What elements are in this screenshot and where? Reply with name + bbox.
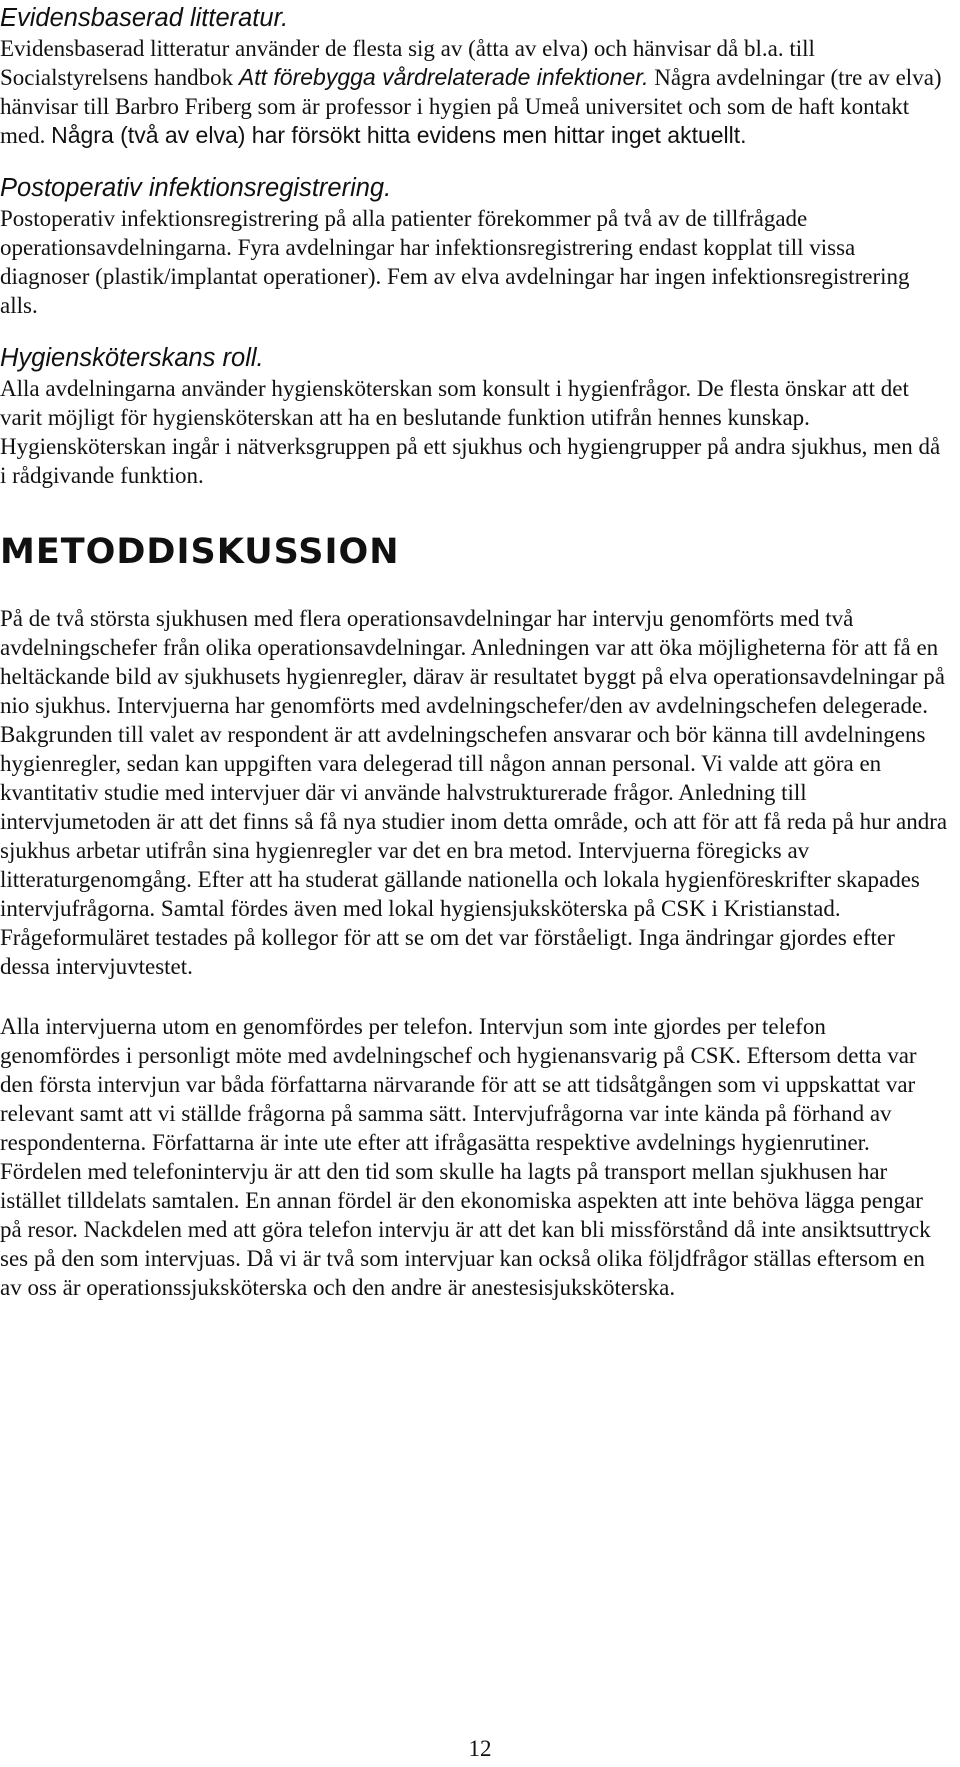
paragraph: På de två största sjukhusen med flera operationsavdelningar har intervju genomförts med två avdelningschefer från olika operationsavdelningar. Anledningen var att öka möjligheterna för att få en heltäckande bild av sjukhusets hygienregler, därav är resultatet byggt på elva operationsavdelningar på nio sjukhus. Intervjuerna har genomförts med avdelningschefer/den av avdelningschefen delegerade. Bakgrunden till valet av respondent är att avdelningschefen ansvarar och bör känna till avdelningens hygienregler, sedan kan uppgiften vara delegerad till någon annan personal. Vi valde att göra en kvantitativ studie med intervjuer där vi använde halvstrukturerade frågor. Anledning till intervjumetoden är att det finns så få nya studier inom detta område, och att för att få reda på hur andra sjukhus arbetar utifrån sina hygienregler var det en bra metod. Intervjuerna föregicks av litteraturgenomgång. Efter att ha studerat gällande nationella och lokala hygienföreskrifter skapades intervjufrågorna. Samtal fördes även med lokal hygiensjuksköterska på CSK i Kristianstad. Frågeformuläret testades på kollegor för att se om det var förståeligt. Inga ändringar gjordes efter dessa intervjuvtestet. [0, 606, 948, 979]
text-run: Några avdelningar (tre av elva) hänvisar till Barbro Friberg som är professor i hygien på Umeå universitet och som de haft kontakt med. [0, 65, 942, 148]
section-evidence [0, 2, 948, 150]
main-heading: METODDISKUSSION [0, 532, 400, 572]
text-run: Evidensbaserad litteratur använder de flesta sig av (åtta av elva) och hänvisar då bl.a. till Socialstyrelsens handbok [0, 36, 815, 90]
paragraph: Alla intervjuerna utom en genomfördes per telefon. Intervjun som inte gjordes per telefon genomfördes i personligt möte med avdelningschef och hygienansvarig på CSK. Eftersom detta var den första intervjun var båda författarna närvarande för att se att tidsåtgången som vi uppskattat var relevant samt att vi ställde frågorna på samma sätt. Intervjufrågorna var inte kända på förhand av respondenterna. Författarna är inte ute efter att ifrågasätta respektive avdelnings hygienrutiner. Fördelen med telefonintervju är att den tid som skulle ha lagts på transport mellan sjukhusen har istället tilldelats samtalen. En annan fördel är den ekonomiska aspekten att inte behöva lägga pengar på resor. Nackdelen med att göra telefon intervju är att det kan bli missförstånd då inte ansiktsuttryck ses på den som intervjuas. Då vi är två som intervjuar kan också olika följdfrågor ställas eftersom en av oss är operationssjuksköterska och den andre är anestesisjuksköterska. [0, 1014, 931, 1300]
section-hygiene-nurse-role [0, 342, 948, 490]
book-title: Att förebygga vårdrelaterade infektioner. [238, 64, 649, 90]
section-paragraph: Postoperativ infektionsregistrering på alla patienter förekommer på två av de tillfrågade operationsavdelningarna. Fyra avdelningar har infektionsregistrering endast kopplat till vissa diagnoser (plastik/implantat operationer). Fem av elva avdelningar har ingen infektionsregistrering alls. [0, 206, 910, 318]
section-heading: Evidensbaserad litteratur. [0, 4, 289, 32]
section-infection-registration [0, 172, 948, 320]
section-paragraph [0, 34, 948, 150]
section-heading: Postoperativ infektionsregistrering. [0, 174, 392, 202]
page-content [0, 2, 948, 1302]
text-run: Några (två av elva) har försökt hitta evidens men hittar inget aktuellt. [51, 122, 747, 148]
section-heading: Hygiensköterskans roll. [0, 344, 264, 372]
section-paragraph: Alla avdelningarna använder hygiensköterskan som konsult i hygienfrågor. De flesta önskar att det varit möjligt för hygiensköterskan att ha en beslutande funktion utifrån hennes kunskap. Hygiensköterskan ingår i nätverksgruppen på ett sjukhus och hygiengrupper på andra sjukhus, men då i rådgivande funktion. [0, 376, 941, 488]
page-number: 12 [468, 1736, 492, 1761]
